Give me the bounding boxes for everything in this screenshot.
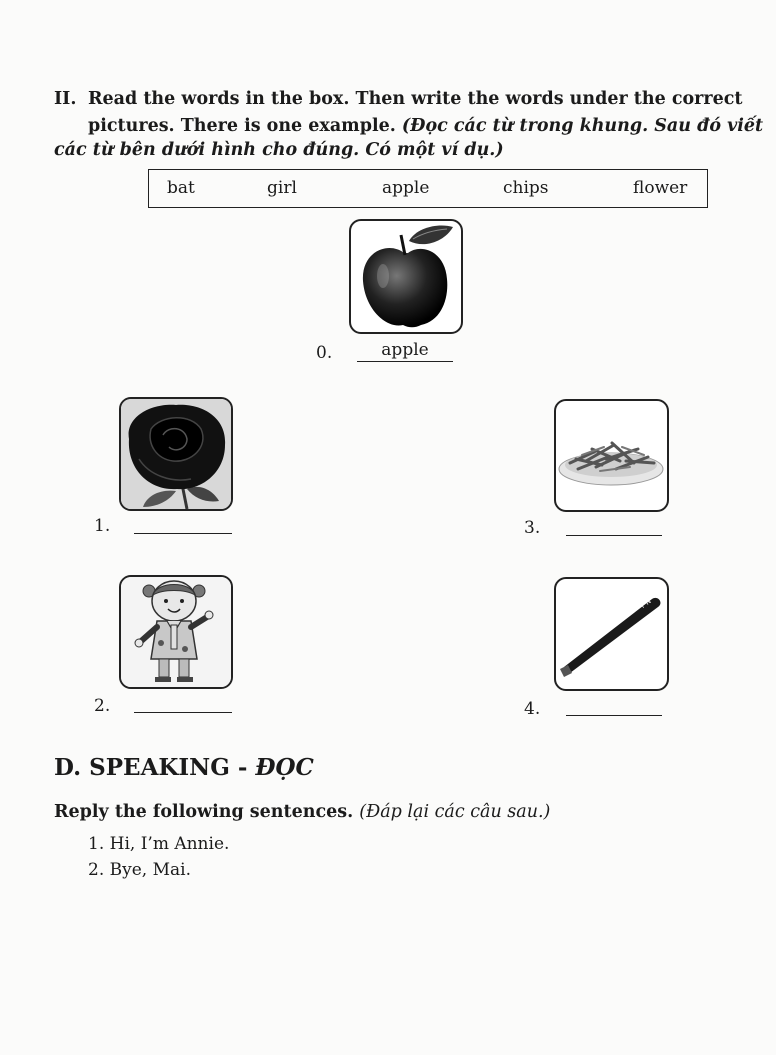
example-number: 0. bbox=[316, 343, 333, 363]
item-3-answer-line[interactable] bbox=[566, 535, 662, 536]
word-chips: chips bbox=[503, 178, 549, 198]
word-flower: flower bbox=[633, 178, 688, 198]
apple-icon bbox=[351, 221, 461, 332]
chips-icon bbox=[556, 401, 667, 510]
item-1-number: 1. bbox=[94, 516, 111, 536]
instruction-line-2-bold: pictures. There is one example. bbox=[88, 116, 402, 136]
girl-icon bbox=[121, 577, 231, 687]
word-box bbox=[148, 169, 708, 208]
chips-picture bbox=[554, 399, 669, 512]
rose-picture bbox=[119, 397, 233, 511]
instruction-line-2 bbox=[88, 113, 766, 140]
instruction-line-3: các từ bên dưới hình cho đúng. Có một ví dụ.) bbox=[54, 140, 504, 160]
word-bat: bat bbox=[167, 178, 195, 198]
bat-icon bbox=[556, 579, 667, 689]
girl-picture bbox=[119, 575, 233, 689]
word-girl: girl bbox=[267, 178, 297, 198]
speaking-sentence-1: 1. Hi, I’m Annie. bbox=[88, 834, 230, 854]
speaking-instruction bbox=[54, 802, 550, 822]
bat-picture bbox=[554, 577, 669, 691]
speaking-instruction-italic: (Đáp lại các câu sau.) bbox=[359, 802, 551, 822]
rose-icon bbox=[121, 399, 231, 509]
instruction-line-1: Read the words in the box. Then write the words under the correct bbox=[88, 89, 743, 109]
item-3-number: 3. bbox=[524, 518, 541, 538]
speaking-title-bold: D. SPEAKING - bbox=[54, 754, 256, 781]
speaking-section-title bbox=[54, 754, 314, 781]
apple-picture bbox=[349, 219, 463, 334]
item-2-number: 2. bbox=[94, 696, 111, 716]
example-answer: apple bbox=[381, 340, 429, 360]
speaking-title-italic: ĐỌC bbox=[255, 754, 314, 781]
item-1-answer-line[interactable] bbox=[134, 533, 232, 534]
svg-text:T N: T N bbox=[638, 597, 653, 611]
instruction-line-2-italic: (Đọc các từ trong khung. Sau đó viết bbox=[401, 116, 764, 136]
speaking-sentence-2: 2. Bye, Mai. bbox=[88, 860, 191, 880]
item-4-number: 4. bbox=[524, 699, 541, 719]
word-apple: apple bbox=[382, 178, 430, 198]
section-number: II. bbox=[54, 89, 77, 109]
item-4-answer-line[interactable] bbox=[566, 715, 662, 716]
example-answer-line bbox=[357, 361, 453, 362]
section-ii-heading bbox=[54, 86, 766, 140]
item-2-answer-line[interactable] bbox=[134, 712, 232, 713]
speaking-instruction-bold: Reply the following sentences. bbox=[54, 802, 360, 822]
